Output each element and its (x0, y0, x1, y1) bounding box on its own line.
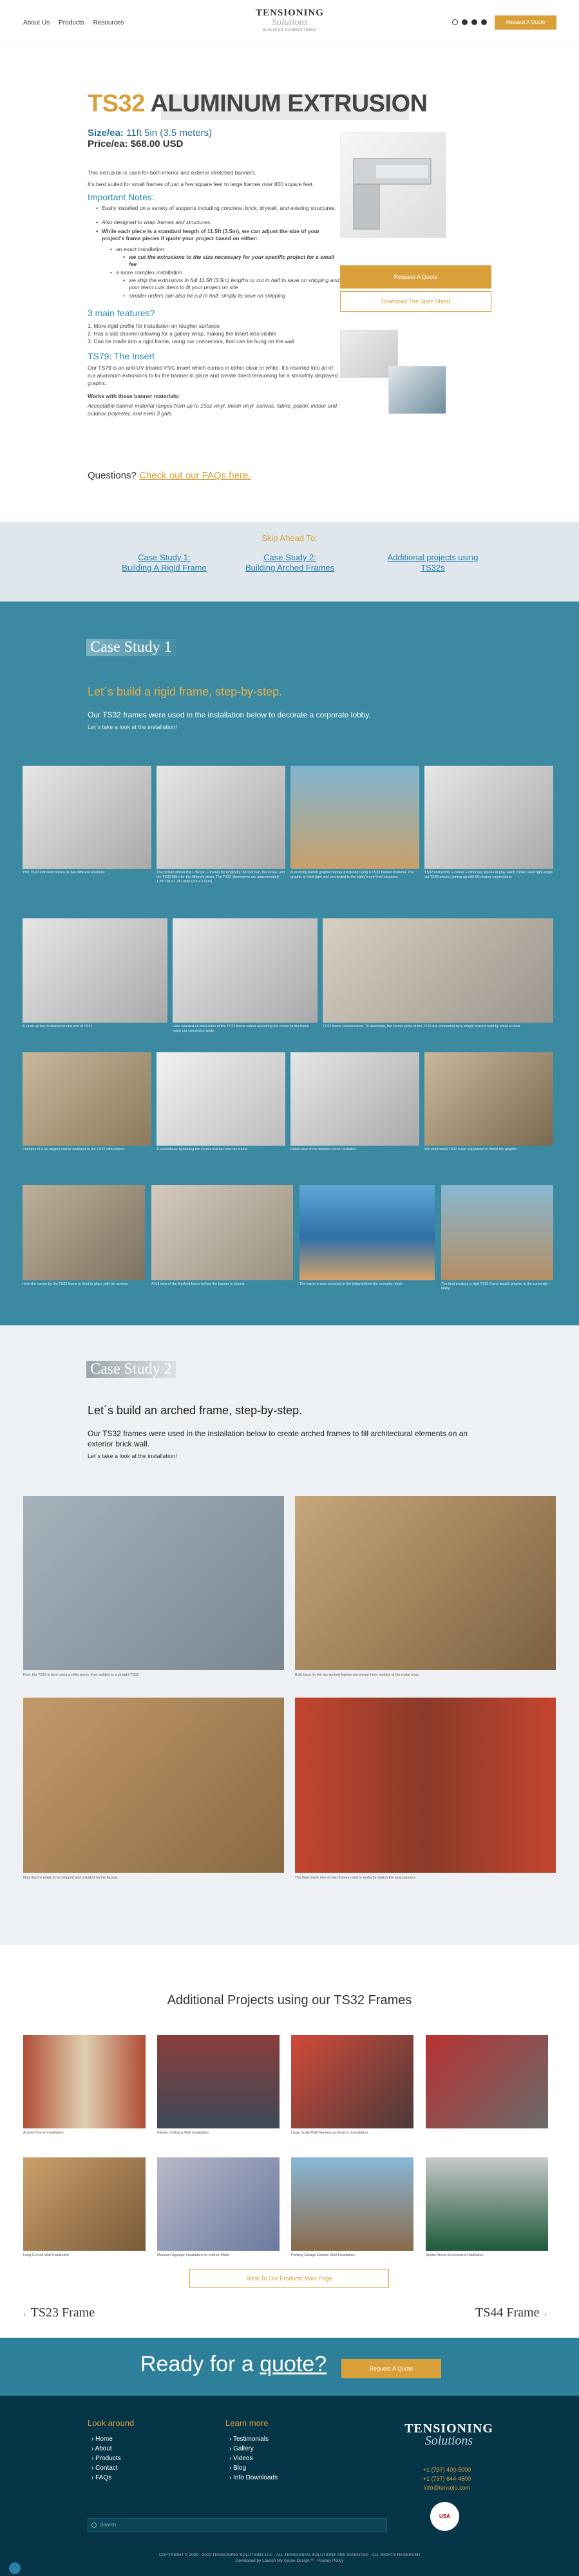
case1-caption: The frame is now mounted in the lobby behind the reception desk. (299, 1282, 403, 1286)
cta-quote-link[interactable]: quote? (260, 2352, 327, 2376)
footer-look-heading: Look around (88, 2418, 135, 2428)
additional-heading: Additional Projects using our TS32 Frames (167, 1993, 412, 2007)
case-study-2-text: Our TS32 frames were used in the installation below to create arched frames to fill architectural elements on an exterior brick wall. (88, 1429, 468, 1448)
case1-photo[interactable] (441, 1185, 553, 1280)
search-icon[interactable] (452, 19, 458, 25)
chat-widget-icon[interactable] (9, 2562, 21, 2574)
nav-about[interactable]: About Us (23, 19, 50, 26)
case2-photo[interactable] (23, 1496, 284, 1670)
prev-product-link[interactable]: ‹ TS23 Frame (23, 2306, 95, 2320)
project-caption: Arched Frame Installation (23, 2131, 64, 2135)
feature-item: 3. Can be made into a rigid frame, using our connectors, that can be hung on the wall (88, 338, 294, 345)
header-quote-button[interactable]: Request A Quote (495, 15, 556, 30)
case-study-1-badge: Case Study 1 (86, 639, 176, 656)
skip-link-case2[interactable]: Case Study 2: Building Arched Frames (245, 553, 334, 573)
case-study-2-sub: Let´s take a look at the installation! (88, 1453, 177, 1459)
skip-link-case1[interactable]: Case Study 1: Building A Rigid Frame (122, 553, 207, 573)
case1-caption: The final product: a rigid TS32 frame backlit graphic in the corporate lobby. (441, 1282, 548, 1291)
site-logo[interactable]: TENSIONING Solutions BUILDING CONNECTIONS (256, 8, 324, 32)
insert-text: Our TS79 is an anti-UV treated PVC insert which comes in either clear or white. It’s inserted into all of our aluminum extrusions to fix the banner in place and create direct tensioning for a smoothly displayed graphic. (88, 365, 338, 386)
footer-link[interactable]: › About (91, 2444, 121, 2454)
project-photo[interactable] (291, 2035, 413, 2128)
intro-text-2: It’s best suited for small frames of just a few square feet to large frames over 800 square feet. (88, 181, 314, 187)
features-heading: 3 main features? (88, 308, 155, 318)
footer-link[interactable]: › Blog (229, 2463, 278, 2473)
case-study-1-text: Our TS32 frames were used in the installation below to decorate a corporate lobby. (88, 710, 371, 719)
faq-link[interactable]: Check out our FAQs here. (139, 470, 251, 481)
project-photo[interactable] (426, 2157, 548, 2251)
copyright: COPYRIGHT © 2009 - 2022 TENSIONING SOLUTIONS LLC · ALL TENSIONING SOLUTIONS ARE PATENTED · ALL RIGHTS RESERVED Developed by Launch My Game Design™ · Privacy Policy (158, 2553, 421, 2563)
cta-banner (0, 2338, 579, 2396)
footer-search-input[interactable]: Search (88, 2518, 387, 2532)
note-item: • we ship the extrusions in full 11.5ft (3.5m) lengths or cut in half to save on shipping and your team cuts them to fit your project on site (129, 277, 341, 291)
case2-photo[interactable] (295, 1698, 556, 1873)
case1-caption: Detail view of the finished corner installed. (290, 1148, 357, 1151)
case1-caption: A stunning backlit graphic banner produced using a TS32 banner material. The graphic is fixed tight and connected to the lobby's eye-level structure. (290, 871, 414, 879)
note-item: • an exact installation (116, 246, 354, 253)
intro-text-1: This extrusion is used for both interior and exterior stretched banners. (88, 169, 256, 176)
page-title: TS32 ALUMINUM EXTRUSION (88, 90, 428, 117)
case2-caption: First, the TS32 is bent using a roller press, then welded to a straight TS32. (23, 1673, 140, 1677)
footer-link[interactable]: › Testimonials (229, 2434, 278, 2444)
case1-caption: The picture shows the L-Bit (an L-frame) for length-fit, the tool ban, the screw, and the TS32 Mitre for the different steps. The TS32 dimensions are approximately 1.38" tall x 1.26" wide (3.5 x 3.2cm). (157, 871, 285, 884)
footer-link[interactable]: › Gallery (229, 2444, 278, 2454)
case-study-2-heading: Let´s build an arched frame, step-by-step. (88, 1404, 303, 1417)
note-item: • we cut the extrusions to the size necessary for your specific project for a small fee (129, 254, 341, 268)
made-in-usa-badge: USA (430, 2502, 459, 2531)
additional-projects-section (0, 1945, 579, 2331)
project-caption: Long Curved Wall Installation (23, 2253, 70, 2257)
nav-resources[interactable]: Resources (93, 19, 124, 26)
case1-photo[interactable] (299, 1185, 435, 1280)
footer-link[interactable]: › Info Downloads (229, 2473, 278, 2483)
footer-link[interactable]: › Videos (229, 2454, 278, 2463)
request-quote-button[interactable]: Request A Quote (340, 265, 491, 289)
case2-caption: The final result: two arched frames used to perfectly stretch the long banners. (295, 1876, 417, 1880)
footer-contact (421, 2465, 473, 2492)
chevron-right-icon: › (539, 2309, 547, 2319)
case-study-1-heading: Let´s build a rigid frame, step-by-step. (88, 685, 283, 698)
project-photo[interactable] (23, 2035, 146, 2128)
footer-link[interactable]: › Products (91, 2454, 121, 2463)
works-with-heading: Works with these banner materials: (88, 393, 180, 399)
questions-line: Questions? Check out our FAQs here. (88, 470, 251, 481)
case1-photo[interactable] (151, 1185, 293, 1280)
footer-link[interactable]: › FAQs (91, 2473, 121, 2483)
project-photo[interactable] (426, 2035, 548, 2128)
note-item: • Also designed to wrap frames and structures. (102, 219, 340, 226)
header-icons (452, 19, 487, 25)
case1-caption: A full view of the finished frame before the banner is placed. (151, 1282, 245, 1286)
product-main-image[interactable] (340, 132, 446, 238)
nav-products[interactable]: Products (59, 19, 84, 26)
footer-learn-list (229, 2434, 278, 2483)
case1-photo[interactable] (23, 918, 167, 1023)
case2-photo[interactable] (295, 1496, 556, 1670)
case1-photo[interactable] (173, 918, 318, 1023)
case1-photo[interactable] (290, 1052, 419, 1146)
case1-caption: TS32 frame consideration. To assemble, the corner joints of the TS32 are connected by a simple bracket held by small screws. (323, 1025, 521, 1028)
skip-ahead-section (0, 522, 579, 601)
note-item: • a more complex installation (116, 269, 354, 276)
case1-caption: A screwdriver tightening the corner bracket onto the frame. (157, 1148, 249, 1151)
project-photo[interactable] (157, 2157, 280, 2251)
project-photo[interactable] (157, 2035, 280, 2128)
email-link[interactable]: info@tensolu.com (423, 2485, 471, 2491)
spec-sheet-button[interactable]: Download The Spec Sheet (340, 291, 491, 312)
project-photo[interactable] (23, 2157, 146, 2251)
case1-caption: Here the corner by the TS32 frame is fixed in place with pin screws. (23, 1282, 129, 1286)
project-caption: Sports Arena Scoreboard Installation (426, 2253, 484, 2257)
case1-photo[interactable] (424, 766, 553, 869)
price-label: Price/ea: $68.00 USD (88, 138, 184, 149)
case1-caption: We used small TS32 insert equipment to install the graphic. (424, 1148, 518, 1151)
case2-caption: Now they’re ready to be shipped and installed on the facade. (23, 1876, 119, 1880)
footer-link[interactable]: › Home (91, 2434, 121, 2444)
footer-logo[interactable]: TENSIONING Solutions (404, 2421, 493, 2448)
project-caption: Parking Garage Exterior Wall Installation (291, 2253, 355, 2257)
note-item: • While each piece is a standard length of 11.5ft (3.5m), we can adjust the size of your project's frame pieces if quote your project based on either: (102, 228, 340, 242)
case1-caption: Here inserted on both sides of the TS32 frame corner assuming the corner to the frame using our connection plate. (173, 1025, 310, 1033)
case-study-1-section (0, 601, 579, 1325)
footer-look-list (91, 2434, 121, 2483)
materials-text: Acceptable banner material ranges from up to 15oz vinyl, mesh vinyl, canvas, fabric, poplin, indoor and outdoor polyester, and even 3 gals. (88, 402, 337, 417)
project-caption: Museum Signage Installation on Interior Walls (157, 2253, 229, 2257)
footer-learn-heading: Learn more (225, 2418, 269, 2428)
phone-link[interactable]: +1 (737) 400-5000 (422, 2467, 471, 2473)
case1-photo[interactable] (23, 1052, 151, 1146)
case-study-1-sub: Let´s take a look at the installation! (88, 724, 177, 730)
skip-link-additional[interactable]: Additional projects using TS32s (387, 553, 479, 573)
feature-item: 1. More rigid profile for installation on tougher surfaces (88, 323, 220, 329)
case1-photo[interactable] (424, 1052, 553, 1146)
project-caption: Interior Ceiling & Wall Installation (157, 2131, 209, 2135)
case1-photo[interactable] (323, 918, 553, 1023)
feature-item: 2. Has a slot channel allowing for a gallery wrap, making the insert less visible (88, 330, 276, 337)
main-nav (23, 19, 124, 26)
case1-photo[interactable] (157, 1052, 285, 1146)
facebook-icon[interactable] (462, 19, 468, 25)
case1-photo[interactable] (290, 766, 419, 869)
extrusion-illustration (341, 133, 447, 239)
skip-heading: Skip Ahead To: (261, 533, 318, 543)
footer-link[interactable]: › Contact (91, 2463, 121, 2473)
note-item: • smaller orders can also be cut in half, simply to save on shipping (129, 292, 341, 299)
search-icon (91, 2523, 97, 2528)
youtube-icon[interactable] (481, 19, 487, 25)
case-study-2-section (0, 1325, 579, 1945)
case2-caption: Both bays for the two arched frames are shown here, welded at the metal shop. (295, 1673, 420, 1677)
case1-photo[interactable] (23, 1185, 145, 1280)
case1-caption: This TS32 extrusion shows its two different positions. (23, 871, 106, 875)
case1-caption: Example of a 90-degree corner fastened to the TS32 with screws. (23, 1148, 126, 1151)
size-label: Size/ea: 11ft 5in (3.5 meters) (88, 128, 213, 138)
instagram-icon[interactable] (471, 19, 477, 25)
notes-heading: Important Notes: (88, 192, 155, 202)
back-to-products-button[interactable]: Back To Our Products Main Page (189, 2269, 389, 2288)
case1-caption: TS32 end points + corner + other key pieces in play. Each corner used right-angle cut TS32 pieces, joining up with 90-degree connections. (424, 871, 553, 879)
case-study-2-badge: Case Study 2 (86, 1361, 176, 1378)
note-item: • Easily installed on a variety of supports including concrete, brick, drywall, and existing structures. (102, 205, 340, 212)
case2-photo[interactable] (23, 1698, 284, 1873)
project-caption: Large Scale Wall Banners as Exterior Installation (291, 2131, 368, 2135)
next-product-link[interactable]: TS44 Frame › (475, 2306, 547, 2320)
case1-photo[interactable] (23, 766, 151, 869)
phone-link[interactable]: +1 (737) 644-4500 (422, 2476, 471, 2482)
cta-text: Ready for a quote? (140, 2352, 327, 2376)
site-footer (0, 2396, 579, 2576)
product-thumbnail[interactable] (388, 366, 446, 414)
case1-photo[interactable] (157, 766, 285, 869)
case1-caption: A close up bar clustered on one end of TS32. (23, 1025, 93, 1028)
site-header (0, 0, 579, 45)
insert-heading: TS79: The Insert (88, 351, 155, 361)
project-photo[interactable] (291, 2157, 413, 2251)
chevron-left-icon: ‹ (23, 2309, 31, 2319)
cta-quote-button[interactable]: Request A Quote (341, 2359, 441, 2378)
